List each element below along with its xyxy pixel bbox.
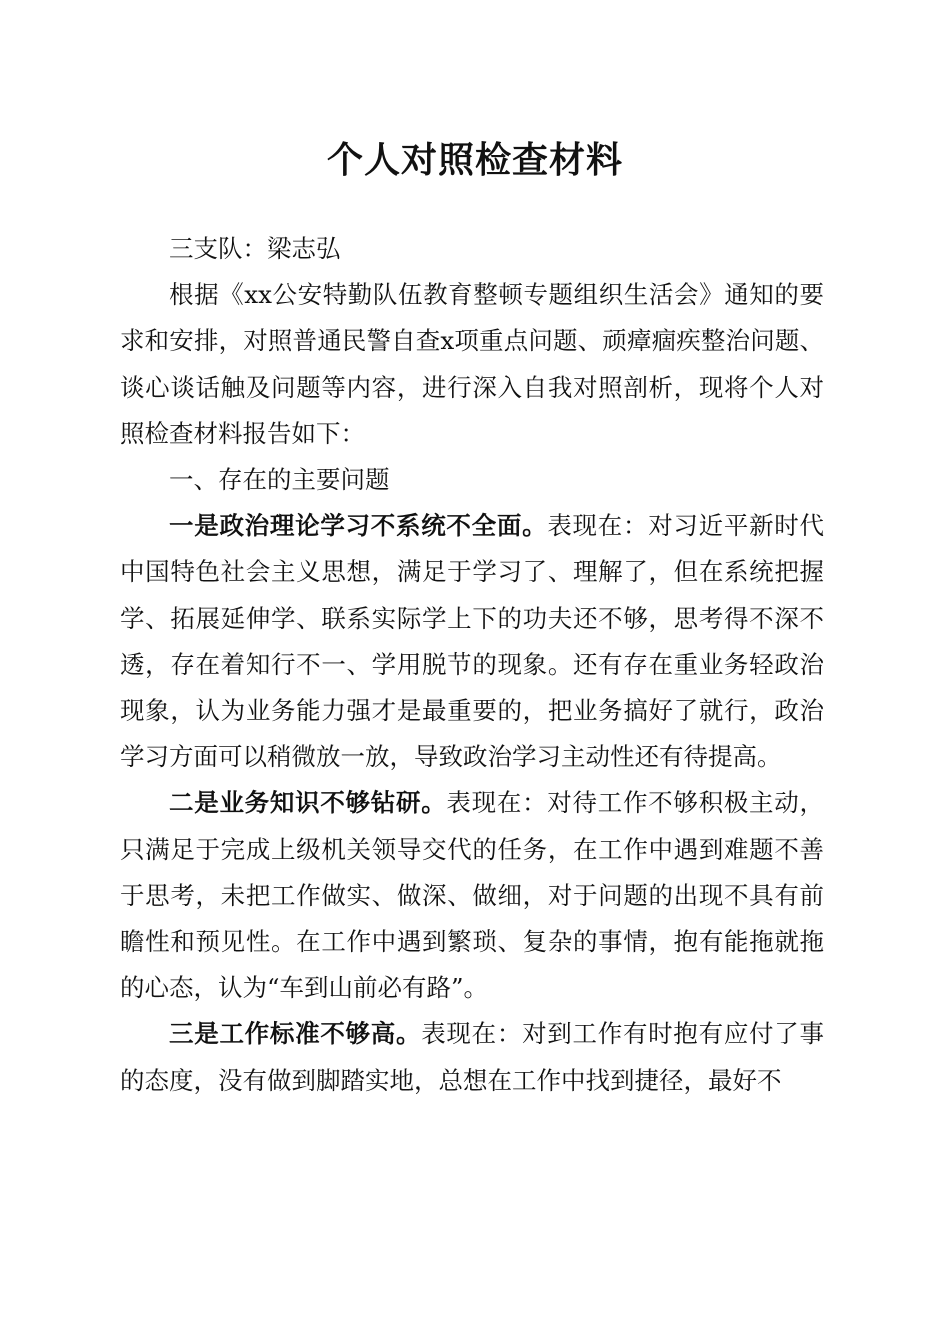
- problem-item-text: 表现在：对到工作有时抱有应付了事的态度，没有做到脚踏实地，总想在工作中找到捷径，最好不: [120, 1019, 825, 1095]
- section-heading: 一、存在的主要问题: [169, 465, 390, 495]
- author-line: 三支队：梁志弘: [169, 234, 341, 263]
- problem-item-lead: 一是政治理论学习不系统不全面。: [169, 511, 548, 541]
- problem-item-text: 表现在：对习近平新时代中国特色社会主义思想，满足于学习了、理解了，但在系统把握学、拓展延伸学、联系实际学上下的功夫还不够，思考得不深不透，存在着知行不一、学用脱节的现象。还有存在重业务轻政治现象，认为业务能力强才是最重要的，把业务搞好了就行，政治学习方面可以稍微放一放，导致政治学习主动性还有待提高。: [120, 511, 825, 772]
- document-title: 个人对照检查材料: [326, 139, 623, 181]
- problem-item-3: [120, 1011, 824, 1103]
- problem-item-lead: 二是业务知识不够钻研。: [169, 788, 447, 818]
- problem-item-2: [120, 780, 824, 1011]
- problem-item-1: [120, 503, 824, 780]
- problem-item-text: 表现在：对待工作不够积极主动，只满足于完成上级机关领导交代的任务，在工作中遇到难题不善于思考，未把工作做实、做深、做细，对于问题的出现不具有前瞻性和预见性。在工作中遇到繁琐、复杂的事情，抱有能拖就拖的心态，认为“车到山前必有路”。: [120, 788, 825, 1003]
- problem-item-lead: 三是工作标准不够高。: [169, 1019, 422, 1049]
- document-body: [120, 226, 824, 1104]
- intro-paragraph: 根据《xx公安特勤队伍教育整顿专题组织生活会》通知的要求和安排，对照普通民警自查x项重点问题、顽瘴痼疾整治问题、谈心谈话触及问题等内容，进行深入自我对照剖析，现将个人对照检查材料报告如下：: [120, 280, 824, 448]
